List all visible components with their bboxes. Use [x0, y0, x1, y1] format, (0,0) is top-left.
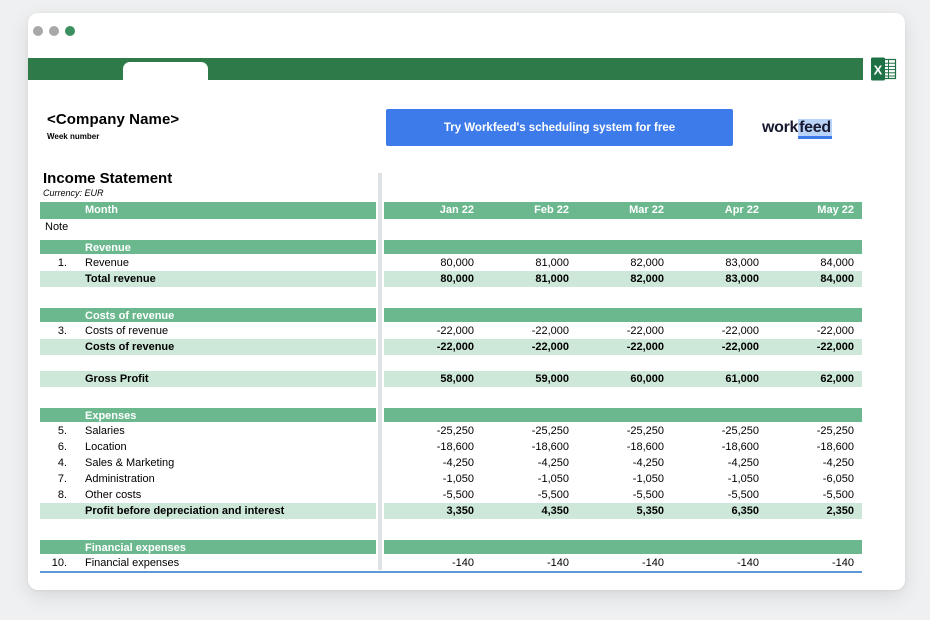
- value-cell[interactable]: -1,050: [632, 473, 664, 485]
- row-number-cell[interactable]: 7.: [57, 473, 67, 485]
- row-label-cell[interactable]: Month: [85, 204, 118, 216]
- logo-work: work: [762, 119, 799, 136]
- value-cell[interactable]: 58,000: [440, 373, 474, 385]
- value-cell[interactable]: 80,000: [440, 257, 474, 269]
- row-number-cell[interactable]: [40, 308, 67, 322]
- company-name: <Company Name>: [47, 111, 180, 128]
- row-label-cell[interactable]: Location: [85, 441, 127, 453]
- value-cell[interactable]: -1,050: [442, 473, 474, 485]
- value-cell[interactable]: 83,000: [725, 273, 759, 285]
- value-cell[interactable]: -22,000: [721, 325, 759, 337]
- value-cell[interactable]: Mar 22: [629, 204, 664, 216]
- data-row: [40, 487, 862, 503]
- value-cell[interactable]: 60,000: [630, 373, 664, 385]
- value-cell[interactable]: -22,000: [626, 325, 664, 337]
- value-cell[interactable]: -4,250: [442, 457, 474, 469]
- value-cell[interactable]: -22,000: [531, 341, 569, 353]
- row-label-cell[interactable]: Expenses: [85, 410, 137, 422]
- value-cell[interactable]: -140: [831, 557, 854, 569]
- value-cell[interactable]: 59,000: [535, 373, 569, 385]
- value-cell[interactable]: -140: [451, 557, 474, 569]
- header-row: [40, 202, 862, 219]
- row-number-cell[interactable]: 5.: [57, 425, 67, 437]
- value-cell[interactable]: 84,000: [820, 257, 854, 269]
- value-cell[interactable]: -4,250: [822, 457, 854, 469]
- row-number-cell[interactable]: [40, 202, 67, 219]
- excel-icon[interactable]: [870, 57, 898, 81]
- sheet-tab[interactable]: [123, 62, 208, 80]
- window-dot-3[interactable]: [65, 26, 75, 36]
- row-label-cell[interactable]: Revenue: [85, 242, 131, 254]
- value-cell[interactable]: 61,000: [725, 373, 759, 385]
- value-cell[interactable]: May 22: [817, 204, 854, 216]
- value-cell[interactable]: 80,000: [440, 273, 474, 285]
- value-cell[interactable]: -1,050: [727, 473, 759, 485]
- note-cell[interactable]: Note: [45, 221, 69, 233]
- company-header: [47, 111, 179, 141]
- data-row: [40, 323, 862, 339]
- row-number-cell[interactable]: [40, 540, 67, 554]
- gap-row: [40, 519, 862, 539]
- row-label-cell[interactable]: Financial expenses: [85, 557, 180, 569]
- value-cell[interactable]: 6,350: [731, 505, 759, 517]
- statement-title: Income Statement: [43, 170, 173, 187]
- row-label-cell[interactable]: Salaries: [85, 425, 125, 437]
- value-cell[interactable]: 83,000: [725, 257, 759, 269]
- value-cell[interactable]: Apr 22: [724, 204, 759, 216]
- row-number-cell[interactable]: [40, 240, 67, 254]
- row-number-cell[interactable]: 10.: [51, 557, 67, 569]
- value-cell[interactable]: -1,050: [537, 473, 569, 485]
- section-row: [40, 407, 862, 423]
- row-number-cell[interactable]: 3.: [57, 325, 67, 337]
- row-number-cell[interactable]: [40, 271, 67, 287]
- value-cell[interactable]: -22,000: [816, 341, 854, 353]
- value-cell[interactable]: -4,250: [537, 457, 569, 469]
- value-cell[interactable]: -25,250: [626, 425, 664, 437]
- value-cell[interactable]: -4,250: [727, 457, 759, 469]
- row-label-cell[interactable]: Costs of revenue: [85, 325, 169, 337]
- svg-text:X: X: [873, 62, 883, 78]
- value-cell[interactable]: 5,350: [636, 505, 664, 517]
- row-number-cell[interactable]: [40, 339, 67, 355]
- section-row: [40, 307, 862, 323]
- browser-window: [28, 13, 905, 590]
- value-cell[interactable]: -25,250: [816, 425, 854, 437]
- value-cell[interactable]: -6,050: [822, 473, 854, 485]
- section-row: [40, 539, 862, 555]
- data-row: [40, 439, 862, 455]
- value-cell[interactable]: Feb 22: [534, 204, 569, 216]
- gap-row: [40, 355, 862, 371]
- value-cell[interactable]: -5,500: [442, 489, 474, 501]
- total-row: [40, 371, 862, 387]
- value-cell[interactable]: -140: [736, 557, 759, 569]
- row-label-cell[interactable]: Costs of revenue: [85, 341, 175, 353]
- sheet-topbar: [28, 58, 863, 80]
- row-label-cell[interactable]: Gross Profit: [85, 373, 149, 385]
- statement-table: [40, 202, 862, 573]
- value-cell[interactable]: -18,600: [721, 441, 759, 453]
- note-row: [40, 219, 862, 235]
- value-cell[interactable]: -140: [546, 557, 569, 569]
- row-number-cell[interactable]: 8.: [57, 489, 67, 501]
- row-label-cell[interactable]: Revenue: [85, 257, 130, 269]
- value-cell[interactable]: -5,500: [632, 489, 664, 501]
- window-dot-1[interactable]: [33, 26, 43, 36]
- value-cell[interactable]: 4,350: [541, 505, 569, 517]
- row-number-cell[interactable]: [40, 408, 67, 422]
- value-cell[interactable]: -22,000: [816, 325, 854, 337]
- data-row: [40, 471, 862, 487]
- value-cell[interactable]: -25,250: [721, 425, 759, 437]
- cta-label: Try Workfeed's scheduling system for free: [443, 121, 676, 134]
- value-cell[interactable]: 81,000: [535, 273, 569, 285]
- row-number-cell[interactable]: 1.: [57, 257, 67, 269]
- row-label-cell[interactable]: Sales & Marketing: [85, 457, 175, 469]
- value-cell[interactable]: -18,600: [626, 441, 664, 453]
- value-cell[interactable]: -5,500: [727, 489, 759, 501]
- frozen-pane-divider[interactable]: [376, 173, 384, 570]
- gap-row: [40, 287, 862, 307]
- logo-feed: feed: [798, 119, 832, 139]
- value-cell[interactable]: -22,000: [721, 341, 759, 353]
- value-cell[interactable]: -18,600: [816, 441, 854, 453]
- value-cell[interactable]: -25,250: [436, 425, 474, 437]
- row-label-cell[interactable]: Financial expenses: [85, 542, 186, 554]
- value-cell[interactable]: 2,350: [826, 505, 854, 517]
- value-cell[interactable]: -4,250: [632, 457, 664, 469]
- value-cell[interactable]: -22,000: [436, 325, 474, 337]
- section-row: [40, 239, 862, 255]
- value-cell[interactable]: Jan 22: [439, 204, 474, 216]
- value-cell[interactable]: -22,000: [531, 325, 569, 337]
- data-row: [40, 255, 862, 271]
- statement-title-block: [43, 170, 172, 198]
- value-cell[interactable]: -18,600: [436, 441, 474, 453]
- value-cell[interactable]: 81,000: [535, 257, 569, 269]
- value-cell[interactable]: 82,000: [630, 273, 664, 285]
- data-row: [40, 423, 862, 439]
- row-number-cell[interactable]: 4.: [57, 457, 67, 469]
- value-cell[interactable]: -22,000: [436, 341, 474, 353]
- currency-label: Currency: EUR: [43, 188, 104, 198]
- total-row: [40, 503, 862, 519]
- window-dot-2[interactable]: [49, 26, 59, 36]
- value-cell[interactable]: 3,350: [446, 505, 474, 517]
- row-number-cell[interactable]: [40, 503, 67, 519]
- row-label-cell[interactable]: Other costs: [85, 489, 142, 501]
- value-cell[interactable]: -5,500: [822, 489, 854, 501]
- value-cell[interactable]: 84,000: [820, 273, 854, 285]
- row-number-cell[interactable]: 6.: [57, 441, 67, 453]
- value-cell[interactable]: -22,000: [626, 341, 664, 353]
- value-cell[interactable]: -140: [641, 557, 664, 569]
- cta-button[interactable]: [386, 109, 733, 146]
- row-label-cell[interactable]: Costs of revenue: [85, 310, 175, 322]
- data-row: [40, 455, 862, 471]
- total-row: [40, 271, 862, 287]
- row-label-cell[interactable]: Profit before depreciation and interest: [85, 505, 285, 517]
- value-cell[interactable]: 82,000: [630, 257, 664, 269]
- value-cell[interactable]: -25,250: [531, 425, 569, 437]
- row-label-cell[interactable]: Administration: [85, 473, 155, 485]
- gap-row: [40, 387, 862, 407]
- workfeed-logo: [762, 119, 832, 137]
- total-row: [40, 339, 862, 355]
- window-controls: [33, 26, 75, 36]
- value-cell[interactable]: -5,500: [537, 489, 569, 501]
- week-number-label: Week number: [47, 132, 100, 141]
- row-label-cell[interactable]: Total revenue: [85, 273, 156, 285]
- value-cell[interactable]: 62,000: [820, 373, 854, 385]
- row-number-cell[interactable]: [40, 371, 67, 387]
- value-cell[interactable]: -18,600: [531, 441, 569, 453]
- data-row: [40, 555, 862, 573]
